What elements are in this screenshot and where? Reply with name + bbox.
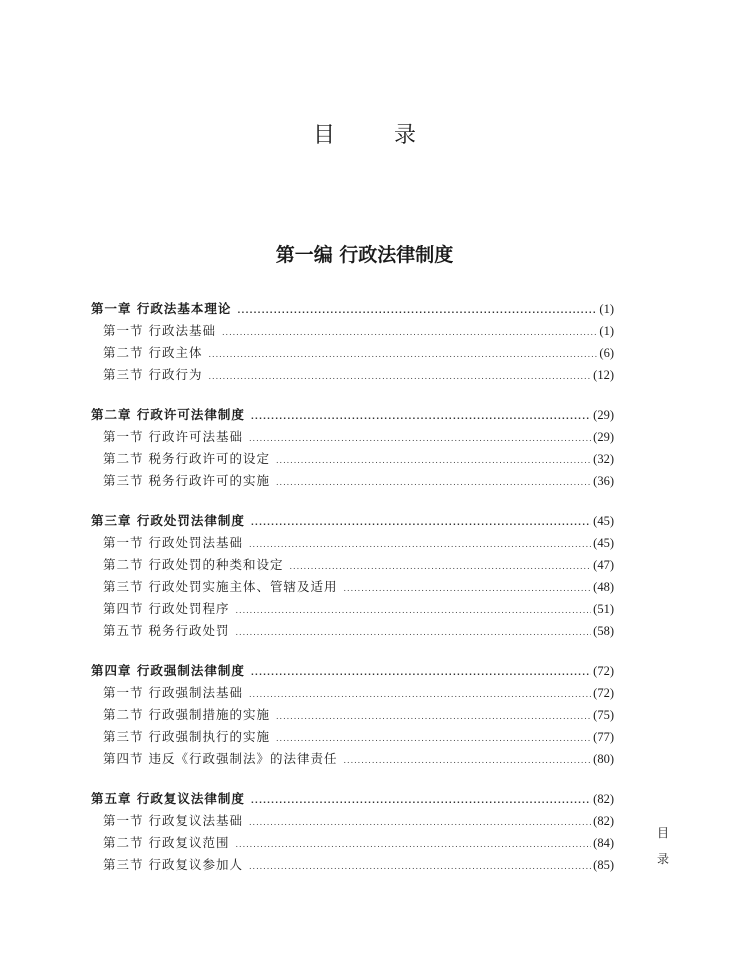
toc-section-label: 第三节 行政处罚实施主体、管辖及适用 <box>103 579 338 594</box>
toc-page-number: (45) <box>593 514 614 528</box>
toc-section-label: 第一节 行政法基础 <box>103 323 216 338</box>
toc-page-number: (80) <box>593 752 614 766</box>
toc-chapter-label: 第二章 行政许可法律制度 <box>91 407 245 422</box>
toc-chapter-entry[interactable] <box>91 298 614 320</box>
toc-page-number: (72) <box>593 664 614 678</box>
toc-chapter-2 <box>91 404 614 492</box>
dot-leader <box>276 706 591 728</box>
toc-chapter-entry[interactable] <box>91 404 614 426</box>
dot-leader <box>249 684 591 706</box>
toc-page-number: (82) <box>593 792 614 806</box>
dot-leader <box>249 534 591 556</box>
toc-page-number: (36) <box>593 474 614 488</box>
toc-page-number: (1) <box>599 302 614 316</box>
dot-leader <box>208 344 597 366</box>
toc-chapter-label: 第一章 行政法基本理论 <box>91 301 232 316</box>
toc-section-label: 第三节 行政行为 <box>103 367 203 382</box>
table-of-contents <box>91 298 614 894</box>
toc-section-entry[interactable] <box>91 554 614 576</box>
toc-section-entry[interactable] <box>91 832 614 854</box>
side-tab-label <box>655 820 671 872</box>
page-title: 目 录 <box>313 123 442 148</box>
toc-chapter-4 <box>91 660 614 770</box>
toc-chapter-3 <box>91 510 614 642</box>
toc-page-number: (58) <box>593 624 614 638</box>
dot-leader <box>208 366 591 388</box>
dot-leader <box>289 556 591 578</box>
toc-section-label: 第四节 行政处罚程序 <box>103 601 230 616</box>
dot-leader <box>235 834 591 856</box>
toc-page-number: (75) <box>593 708 614 722</box>
dot-leader <box>249 856 591 878</box>
toc-page-number: (85) <box>593 858 614 872</box>
toc-chapter-entry[interactable] <box>91 788 614 810</box>
dot-leader <box>276 728 591 750</box>
toc-section-entry[interactable] <box>91 532 614 554</box>
part-title: 第一编 行政法律制度 <box>275 244 454 266</box>
dot-leader <box>251 662 591 684</box>
toc-page-number: (12) <box>593 368 614 382</box>
dot-leader <box>276 450 591 472</box>
toc-page-number: (6) <box>599 346 614 360</box>
toc-page-number: (47) <box>593 558 614 572</box>
toc-page-number: (51) <box>593 602 614 616</box>
toc-section-label: 第五节 税务行政处罚 <box>103 623 230 638</box>
toc-chapter-label: 第三章 行政处罚法律制度 <box>91 513 245 528</box>
toc-chapter-5 <box>91 788 614 876</box>
toc-page-number: (77) <box>593 730 614 744</box>
toc-section-label: 第二节 行政复议范围 <box>103 835 230 850</box>
toc-page-number: (1) <box>599 324 614 338</box>
toc-section-label: 第二节 行政处罚的种类和设定 <box>103 557 284 572</box>
toc-section-entry[interactable] <box>91 810 614 832</box>
dot-leader <box>237 300 597 322</box>
dot-leader <box>276 472 591 494</box>
toc-section-entry[interactable] <box>91 576 614 598</box>
toc-section-label: 第二节 税务行政许可的设定 <box>103 451 270 466</box>
toc-chapter-label: 第四章 行政强制法律制度 <box>91 663 245 678</box>
toc-page-number: (29) <box>593 430 614 444</box>
dot-leader <box>235 622 591 644</box>
toc-section-entry[interactable] <box>91 448 614 470</box>
toc-page-number: (48) <box>593 580 614 594</box>
toc-section-entry[interactable] <box>91 426 614 448</box>
dot-leader <box>343 750 591 772</box>
toc-section-label: 第二节 行政主体 <box>103 345 203 360</box>
toc-section-entry[interactable] <box>91 598 614 620</box>
dot-leader <box>222 322 597 344</box>
toc-section-label: 第一节 行政处罚法基础 <box>103 535 243 550</box>
toc-section-entry[interactable] <box>91 470 614 492</box>
toc-chapter-label: 第五章 行政复议法律制度 <box>91 791 245 806</box>
toc-page-number: (32) <box>593 452 614 466</box>
side-tab-char: 录 <box>656 852 669 866</box>
toc-section-label: 第三节 行政复议参加人 <box>103 857 243 872</box>
toc-chapter-1 <box>91 298 614 386</box>
toc-section-label: 第一节 行政强制法基础 <box>103 685 243 700</box>
toc-section-label: 第三节 税务行政许可的实施 <box>103 473 270 488</box>
toc-section-label: 第二节 行政强制措施的实施 <box>103 707 270 722</box>
toc-page-number: (84) <box>593 836 614 850</box>
dot-leader <box>251 406 591 428</box>
toc-section-label: 第一节 行政复议法基础 <box>103 813 243 828</box>
toc-section-entry[interactable] <box>91 726 614 748</box>
toc-section-label: 第一节 行政许可法基础 <box>103 429 243 444</box>
toc-page-number: (72) <box>593 686 614 700</box>
toc-section-entry[interactable] <box>91 342 614 364</box>
toc-section-entry[interactable] <box>91 704 614 726</box>
toc-page-number: (82) <box>593 814 614 828</box>
toc-page-number: (29) <box>593 408 614 422</box>
toc-section-entry[interactable] <box>91 854 614 876</box>
toc-section-entry[interactable] <box>91 748 614 770</box>
dot-leader <box>251 790 591 812</box>
toc-section-label: 第四节 违反《行政强制法》的法律责任 <box>103 751 338 766</box>
toc-page-number: (45) <box>593 536 614 550</box>
dot-leader <box>235 600 591 622</box>
toc-section-entry[interactable] <box>91 682 614 704</box>
toc-chapter-entry[interactable] <box>91 510 614 532</box>
dot-leader <box>249 812 591 834</box>
side-tab-char: 目 <box>656 826 669 840</box>
dot-leader <box>249 428 591 450</box>
toc-chapter-entry[interactable] <box>91 660 614 682</box>
toc-section-entry[interactable] <box>91 364 614 386</box>
toc-section-label: 第三节 行政强制执行的实施 <box>103 729 270 744</box>
toc-section-entry[interactable] <box>91 320 614 342</box>
dot-leader <box>251 512 591 534</box>
toc-section-entry[interactable] <box>91 620 614 642</box>
dot-leader <box>343 578 591 600</box>
